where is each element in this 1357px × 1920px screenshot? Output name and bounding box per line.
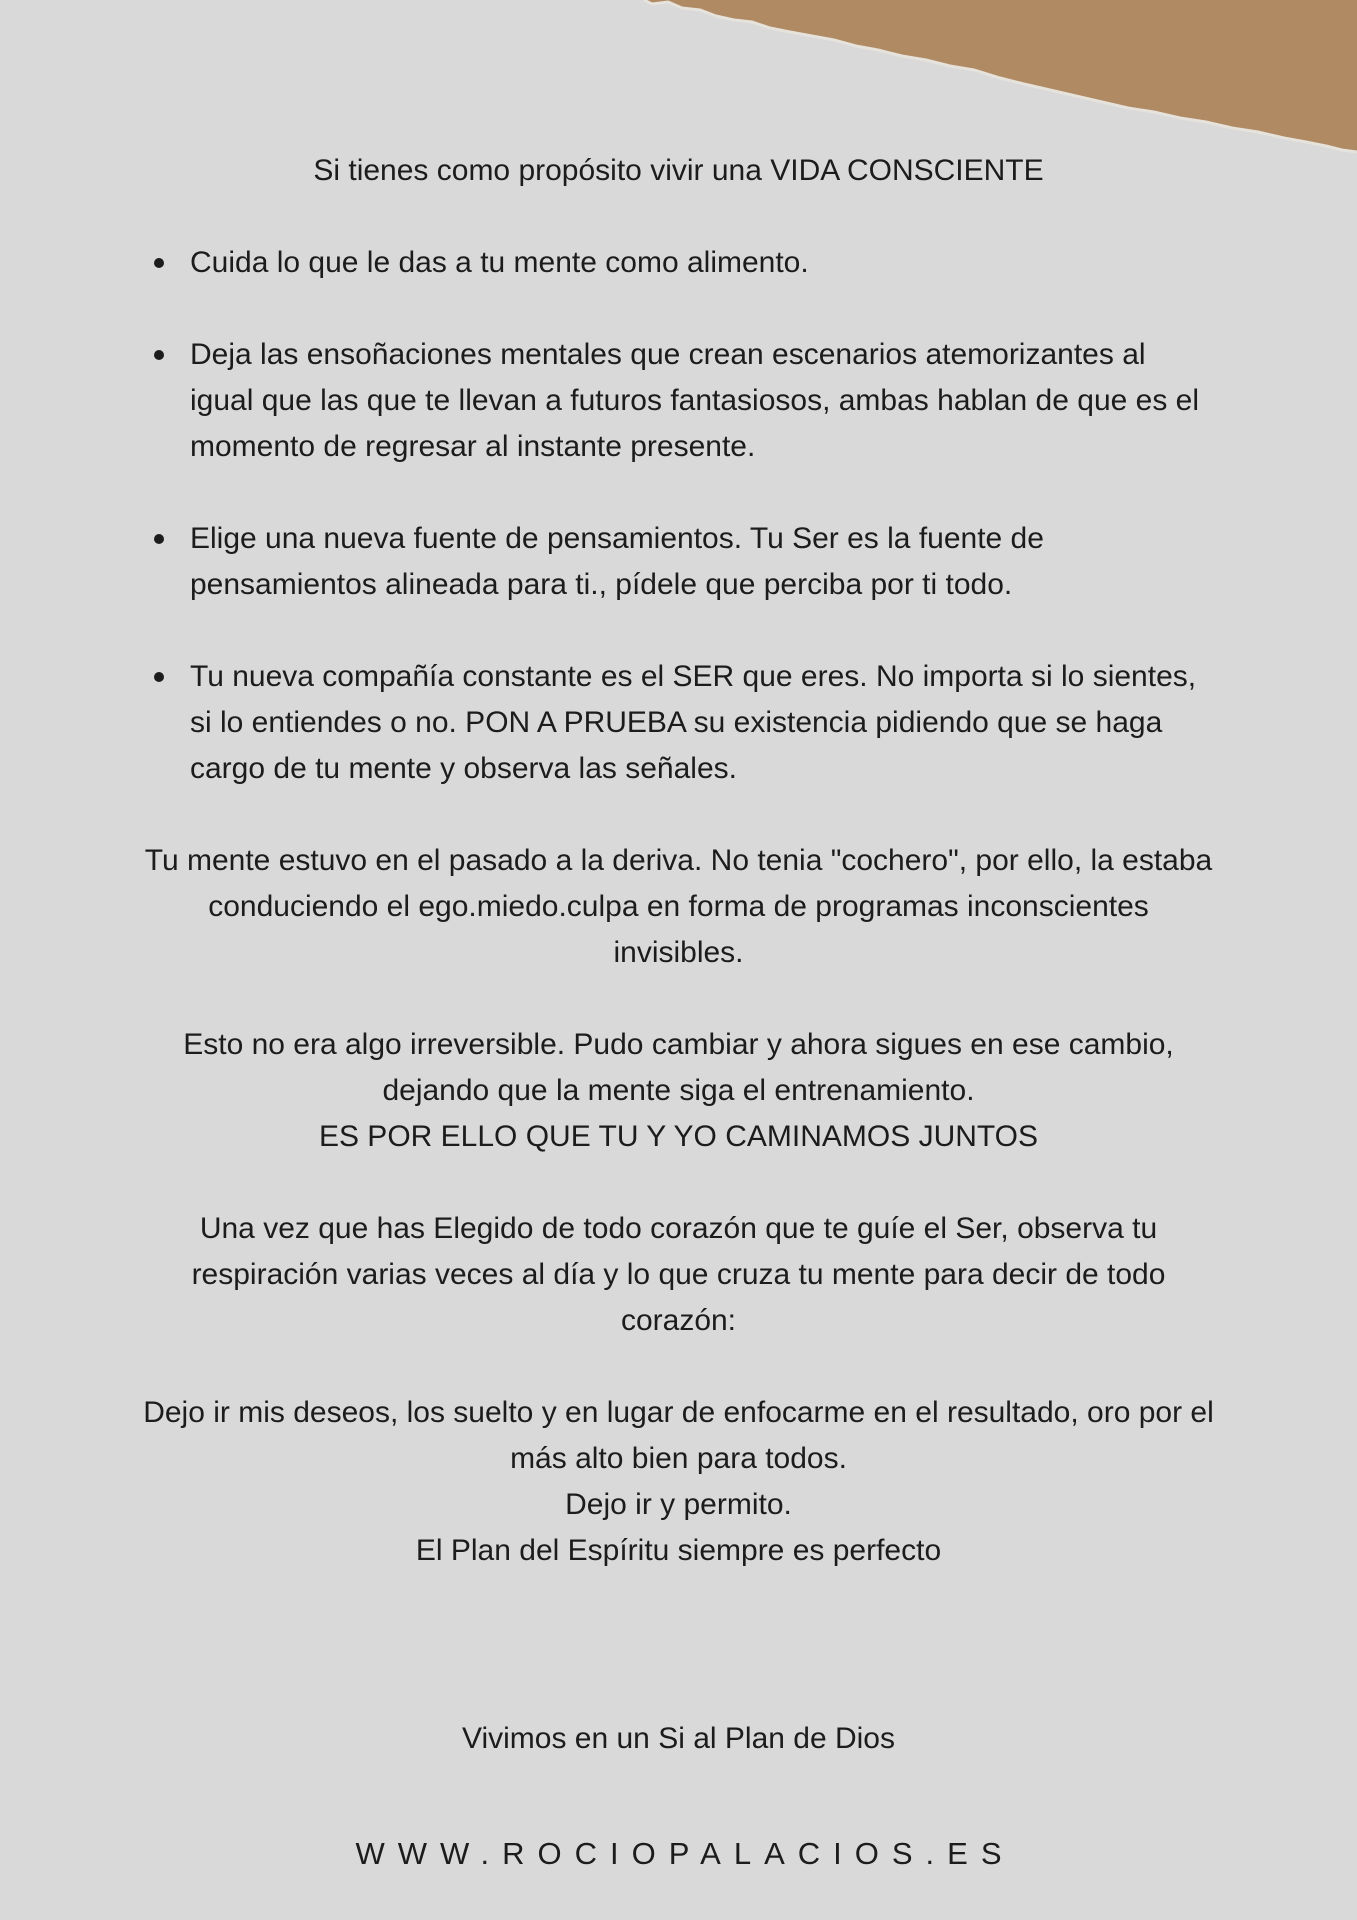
affirmation-line: Dejo ir mis deseos, los suelto y en lugar de enfocarme en el resultado, oro por el más alto bien para todos. [143, 1396, 1214, 1475]
list-item-text: Elige una nueva fuente de pensamientos. Tu Ser es la fuente de pensamientos alineada para ti., pídele que perciba por ti todo. [190, 522, 1044, 601]
bullet-icon [154, 534, 164, 544]
paragraph-mind-past: Tu mente estuvo en el pasado a la deriva. No tenia "cochero", por ello, la estaba conduciendo el ego.miedo.culpa en forma de programas inconscientes invisibles. [144, 844, 1213, 969]
list-item [140, 516, 1217, 608]
website-link[interactable]: WWW.ROCIOPALACIOS.ES [355, 1836, 1015, 1871]
bullet-icon [154, 258, 164, 268]
affirmation-line: El Plan del Espíritu siempre es perfecto [415, 1534, 942, 1567]
paragraph-change-emphasis: ES POR ELLO QUE TU Y YO CAMINAMOS JUNTOS [318, 1120, 1039, 1153]
paragraph-change [140, 1022, 1217, 1160]
paragraph-breathing: Una vez que has Elegido de todo corazón que te guíe el Ser, observa tu respiración varias veces al día y lo que cruza tu mente para decir de todo corazón: [191, 1212, 1166, 1337]
page-title: Si tienes como propósito vivir una VIDA CONSCIENTE [313, 154, 1044, 187]
paragraph-change-text: Esto no era algo irreversible. Pudo cambiar y ahora sigues en ese cambio, dejando que la mente siga el entrenamiento. [183, 1028, 1174, 1107]
main-content [140, 148, 1217, 1620]
torn-paper-decoration [0, 0, 1357, 160]
list-item-text: Tu nueva compañía constante es el SER que eres. No importa si lo sientes, si lo entiendes o no. PON A PRUEBA su existencia pidiendo que se haga cargo de tu mente y observa las señales. [190, 660, 1197, 785]
paragraph-affirmation [140, 1390, 1217, 1574]
list-item-text: Cuida lo que le das a tu mente como alimento. [190, 246, 809, 279]
affirmation-line: Dejo ir y permito. [565, 1488, 792, 1521]
list-item-text: Deja las ensoñaciones mentales que crean escenarios atemorizantes al igual que las que te llevan a futuros fantasiosos, ambas hablan de que es el momento de regresar al instante presente. [190, 338, 1200, 463]
closing-line: Vivimos en un Si al Plan de Dios [461, 1722, 895, 1755]
list-item [140, 654, 1217, 792]
bullet-list [140, 240, 1217, 792]
list-item [140, 240, 1217, 286]
bullet-icon [154, 672, 164, 682]
bullet-icon [154, 350, 164, 360]
list-item [140, 332, 1217, 470]
